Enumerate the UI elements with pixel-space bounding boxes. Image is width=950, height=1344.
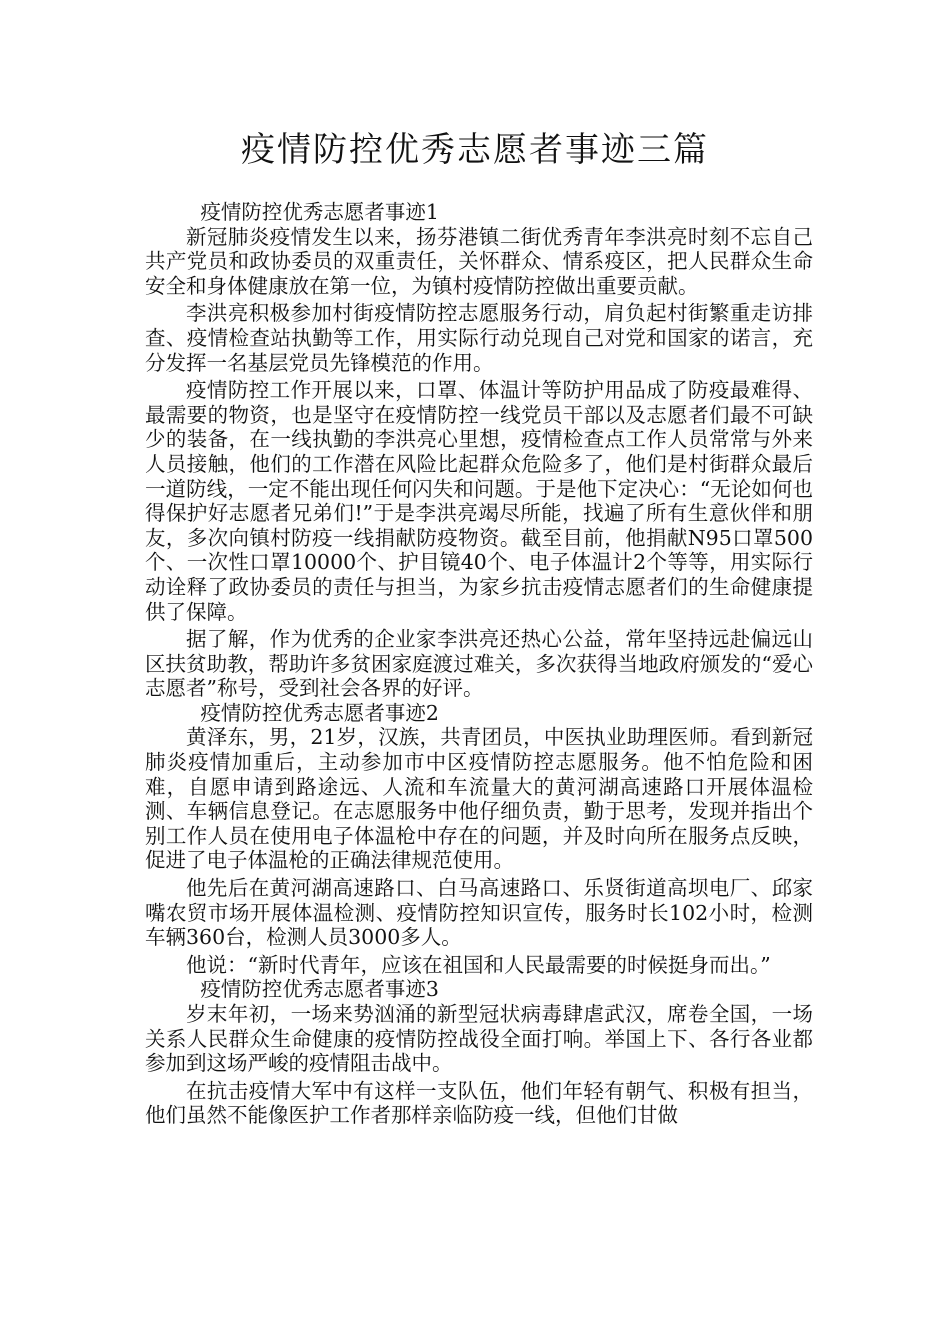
paragraph: 他先后在黄河湖高速路口、白马高速路口、乐贤街道高坝电厂、邱家嘴农贸市场开展体温检测、疫情防控知识宣传，服务时长102小时，检测车辆360台，检测人员3000多人。 <box>145 876 813 950</box>
paragraph: 在抗击疫情大军中有这样一支队伍，他们年轻有朝气、积极有担当，他们虽然不能像医护工作者那样亲临防疫一线，但他们甘做 <box>145 1078 813 1128</box>
document-body <box>145 200 813 1128</box>
paragraph: 新冠肺炎疫情发生以来，扬芬港镇二街优秀青年李洪亮时刻不忘自己共产党员和政协委员的双重责任，关怀群众、情系疫区，把人民群众生命安全和身体健康放在第一位，为镇村疫情防控做出重要贡献。 <box>145 224 813 298</box>
paragraph: 疫情防控工作开展以来，口罩、体温计等防护用品成了防疫最难得、最需要的物资，也是坚守在疫情防控一线党员干部以及志愿者们最不可缺少的装备，在一线执勤的李洪亮心里想，疫情检查点工作人员常常与外来人员接触，他们的工作潜在风险比起群众危险多了，他们是村街群众最后一道防线，一定不能出现任何闪失和问题。于是他下定决心：“无论如何也得保护好志愿者兄弟们!”于是李洪亮竭尽所能，找遍了所有生意伙伴和朋友，多次向镇村防疫一线捐献防疫物资。截至目前，他捐献N95口罩500个、一次性口罩10000个、护目镜40个、电子体温计2个等等，用实际行动诠释了政协委员的责任与担当，为家乡抗击疫情志愿者们的生命健康提供了保障。 <box>145 378 813 624</box>
section-heading-3: 疫情防控优秀志愿者事迹3 <box>200 977 439 1002</box>
paragraph: 据了解，作为优秀的企业家李洪亮还热心公益，常年坚持远赴偏远山区扶贫助教，帮助许多贫困家庭渡过难关，多次获得当地政府颁发的“爱心志愿者”称号，受到社会各界的好评。 <box>145 627 813 701</box>
section-heading-1: 疫情防控优秀志愿者事迹1 <box>200 200 439 224</box>
paragraph: 黄泽东，男，21岁，汉族，共青团员，中医执业助理医师。看到新冠肺炎疫情加重后，主动参加市中区疫情防控志愿服务。他不怕危险和困难，自愿申请到路途远、人流和车流量大的黄河湖高速路口开展体温检测、车辆信息登记。在志愿服务中他仔细负责，勤于思考，发现并指出个别工作人员在使用电子体温枪中存在的问题，并及时向所在服务点反映，促进了电子体温枪的正确法律规范使用。 <box>145 725 813 873</box>
section-heading-2: 疫情防控优秀志愿者事迹2 <box>200 700 439 725</box>
paragraph: 他说：“新时代青年，应该在祖国和人民最需要的时候挺身而出。” <box>186 952 771 977</box>
paragraph: 岁末年初，一场来势汹涌的新型冠状病毒肆虐武汉，席卷全国，一场关系人民群众生命健康的疫情防控战役全面打响。举国上下、各行各业都参加到这场严峻的疫情阻击战中。 <box>145 1002 813 1076</box>
paragraph: 李洪亮积极参加村街疫情防控志愿服务行动，肩负起村街繁重走访排查、疫情检查站执勤等工作，用实际行动兑现自己对党和国家的诺言，充分发挥一名基层党员先锋模范的作用。 <box>145 301 813 375</box>
document-title: 疫情防控优秀志愿者事迹三篇 <box>241 130 709 170</box>
